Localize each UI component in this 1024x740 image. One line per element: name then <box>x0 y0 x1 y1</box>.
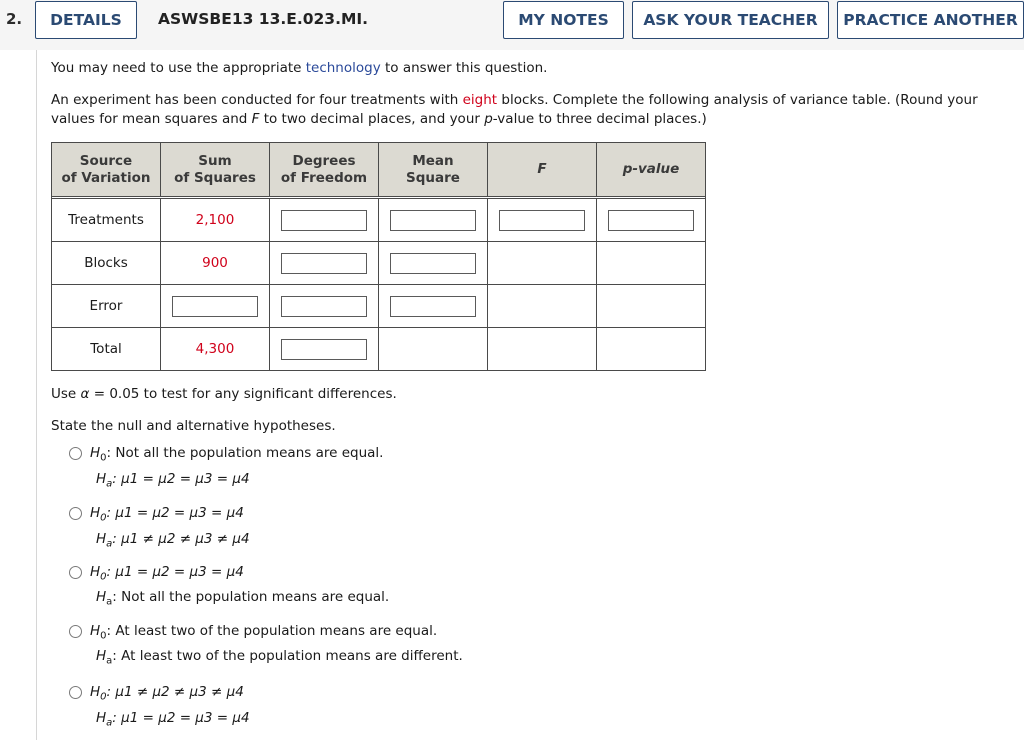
error-df-input[interactable] <box>281 296 367 317</box>
header-f: F <box>488 143 597 197</box>
error-ss-input[interactable] <box>172 296 258 317</box>
intro-text: You may need to use the appropriate <box>51 60 306 76</box>
table-row <box>52 328 706 371</box>
empty-cell <box>488 242 597 285</box>
technology-link[interactable]: technology <box>305 60 381 76</box>
intro-text: blocks. Complete the following analysis of variance table. (Round your <box>497 92 978 108</box>
option-4-radio[interactable] <box>69 625 82 638</box>
empty-cell <box>488 328 597 371</box>
blocks-count: eight <box>462 92 498 108</box>
option-1-radio[interactable] <box>69 447 82 460</box>
treatments-ms-input[interactable] <box>390 210 476 231</box>
practice-another-button[interactable]: PRACTICE ANOTHER <box>837 1 1024 39</box>
ss-cell: 2,100 <box>161 199 270 242</box>
question-header <box>0 0 1024 50</box>
empty-cell <box>597 285 706 328</box>
header-degrees-freedom: Degrees of Freedom <box>270 143 379 197</box>
treatments-p-input[interactable] <box>608 210 694 231</box>
option-5-radio[interactable] <box>69 686 82 699</box>
option-2-h0: $H_0$: μ1 = μ2 = μ3 = μ4 <box>90 505 244 524</box>
header-source: Source of Variation <box>52 143 161 197</box>
option-5-h0: $H_0$: μ1 ≠ μ2 ≠ μ3 ≠ μ4 <box>90 684 244 703</box>
option-1-ha: $H_a$: μ1 = μ2 = μ3 = μ4 <box>96 471 250 490</box>
empty-cell <box>597 328 706 371</box>
ss-cell: 900 <box>161 242 270 285</box>
option-2-radio[interactable] <box>69 507 82 520</box>
hypotheses-prompt: State the null and alternative hypotheses. <box>51 418 336 434</box>
intro-line-2 <box>51 91 978 110</box>
option-4-ha: $H_a$: At least two of the population means are different. <box>96 648 463 667</box>
blocks-df-input[interactable] <box>281 253 367 274</box>
option-4-h0: $H_0$: At least two of the population means are equal. <box>90 623 438 642</box>
intro-text: to two decimal places, and your <box>259 111 485 127</box>
treatments-f-input[interactable] <box>499 210 585 231</box>
option-5-ha: $H_a$: μ1 = μ2 = μ3 = μ4 <box>96 710 250 729</box>
question-number: 2. <box>6 10 23 28</box>
option-3-h0: $H_0$: μ1 = μ2 = μ3 = μ4 <box>90 564 244 583</box>
left-border <box>36 50 37 740</box>
intro-text: An experiment has been conducted for four treatments with <box>51 92 463 108</box>
table-row <box>52 285 706 328</box>
source-cell: Total <box>52 328 161 371</box>
intro-text: values for mean squares and <box>51 111 252 127</box>
option-3-radio[interactable] <box>69 566 82 579</box>
ss-cell: 4,300 <box>161 328 270 371</box>
empty-cell <box>379 328 488 371</box>
intro-line-1 <box>51 59 547 78</box>
anova-table <box>51 142 706 371</box>
empty-cell <box>597 242 706 285</box>
total-df-input[interactable] <box>281 339 367 360</box>
p-symbol: p <box>484 111 493 127</box>
table-row <box>52 242 706 285</box>
header-sum-squares: Sum of Squares <box>161 143 270 197</box>
table-row <box>52 199 706 242</box>
header-mean-square: Mean Square <box>379 143 488 197</box>
source-cell: Error <box>52 285 161 328</box>
error-ms-input[interactable] <box>390 296 476 317</box>
option-1-h0: $H_0$: Not all the population means are equal. <box>90 445 384 464</box>
header-p-value: p-value <box>597 143 706 197</box>
option-2-ha: $H_a$: μ1 ≠ μ2 ≠ μ3 ≠ μ4 <box>96 531 250 550</box>
intro-text: to answer this question. <box>380 60 548 76</box>
source-cell: Blocks <box>52 242 161 285</box>
question-id: ASWSBE13 13.E.023.MI. <box>158 10 369 28</box>
my-notes-button[interactable]: MY NOTES <box>503 1 624 39</box>
f-symbol: F <box>251 111 260 127</box>
ask-teacher-button[interactable]: ASK YOUR TEACHER <box>632 1 829 39</box>
empty-cell <box>488 285 597 328</box>
intro-line-3 <box>51 110 707 129</box>
alpha-instruction: Use α = 0.05 to test for any significant differences. <box>51 386 397 402</box>
source-cell: Treatments <box>52 199 161 242</box>
details-button[interactable]: DETAILS <box>35 1 137 39</box>
treatments-df-input[interactable] <box>281 210 367 231</box>
intro-text: -value to three decimal places.) <box>492 111 707 127</box>
option-3-ha: $H_a$: Not all the population means are equal. <box>96 589 390 608</box>
blocks-ms-input[interactable] <box>390 253 476 274</box>
